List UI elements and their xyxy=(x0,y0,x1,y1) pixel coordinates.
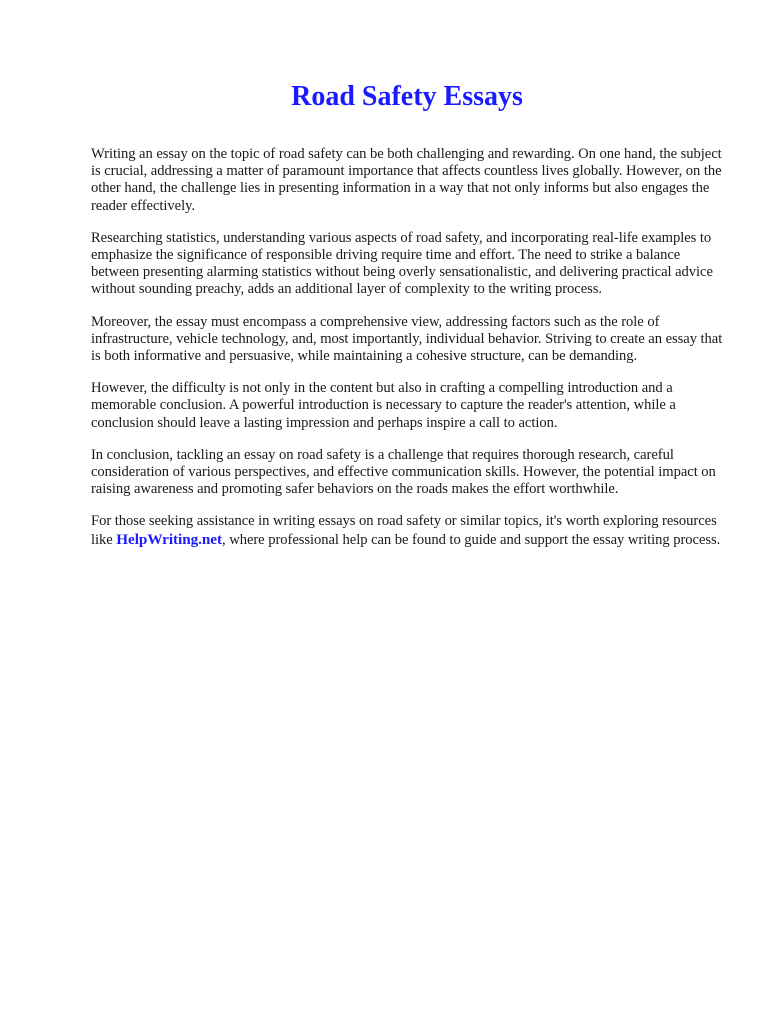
paragraph-structure: However, the difficulty is not only in the content but also in crafting a compelling introduction and a memorable conclusion. A powerful introduction is necessary to capture the reader's attention, while a conclusion should leave a lasting impression and perhaps inspire a call to action. xyxy=(91,380,676,431)
paragraph-resources xyxy=(91,513,723,548)
paragraph-research: Researching statistics, understanding various aspects of road safety, and incorporating real-life examples to emphasize the significance of responsible driving require time and effort. The need to strike a balance between presenting alarming statistics without being overly sensationalistic, and delivering practical advice without sounding preachy, adds an additional layer of complexity to the writing process. xyxy=(91,229,713,298)
paragraph-intro: Writing an essay on the topic of road safety can be both challenging and rewarding. On one hand, the subject is crucial, addressing a matter of paramount importance that affects countless lives globally. However, on the other hand, the challenge lies in presenting information in a way that not only informs but also engages the reader effectively. xyxy=(91,146,722,214)
helpwriting-link[interactable]: HelpWriting.net xyxy=(116,530,223,548)
document-page xyxy=(91,78,723,564)
resources-text-before: For those seeking assistance in writing essays on road safety or similar topics, it's worth exploring resources like xyxy=(91,513,717,548)
document-title: Road Safety Essays xyxy=(291,81,523,112)
resources-text-after: , where professional help can be found to guide and support the essay writing process. xyxy=(222,531,721,548)
paragraph-scope: Moreover, the essay must encompass a comprehensive view, addressing factors such as the role of infrastructure, vehicle technology, and, most importantly, individual behavior. Striving to create an essay that is both informative and persuasive, while maintaining a cohesive structure, can be demanding. xyxy=(91,313,723,365)
paragraph-conclusion: In conclusion, tackling an essay on road safety is a challenge that requires thorough research, careful consideration of various perspectives, and effective communication skills. However, the potential impact on raising awareness and promoting safer behaviors on the roads makes the effort worthwhile. xyxy=(91,446,716,498)
